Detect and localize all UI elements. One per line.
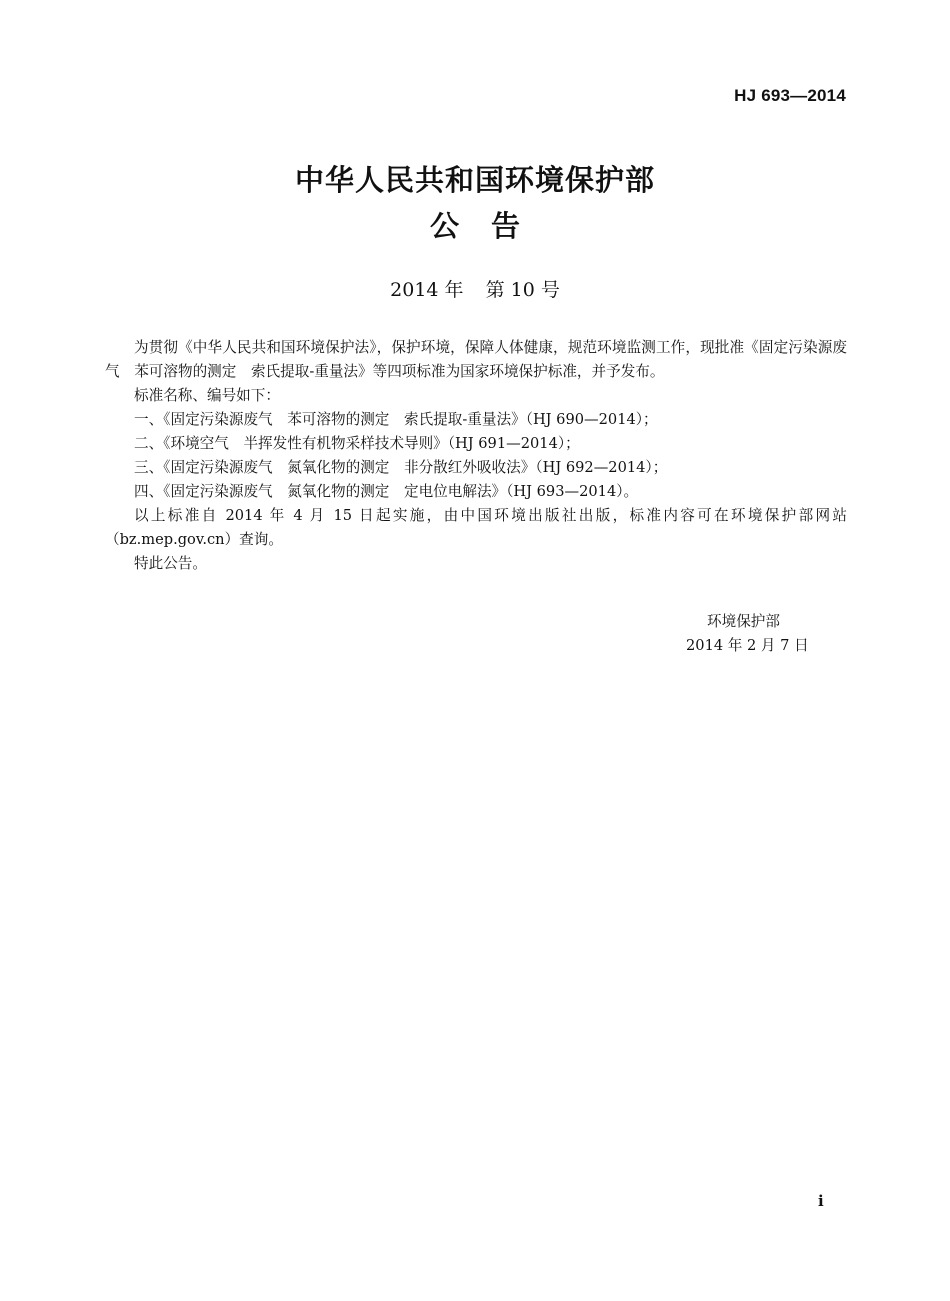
announcement-body: [105, 336, 847, 576]
effective-date-paragraph: 以上标准自 2014 年 4 月 15 日起实施，由中国环境出版社出版，标准内容可在环境保护部网站（bz.mep.gov.cn）查询。: [105, 507, 847, 548]
issue-number: [0, 275, 950, 302]
closing-line: 特此公告。: [134, 555, 207, 572]
standard-item-3: 三、《固定污染源废气 氮氧化物的测定 非分散红外吸收法》（HJ 692—2014）；: [134, 459, 668, 476]
standard-item-2: 二、《环境空气 半挥发性有机物采样技术导则》（HJ 691—2014）；: [134, 435, 580, 452]
page-number: i: [818, 1192, 824, 1210]
signature-date: 2014 年 2 月 7 日: [686, 637, 809, 654]
signature-organization: 环境保护部: [707, 613, 780, 630]
standard-item-4: 四、《固定污染源废气 氮氧化物的测定 定电位电解法》（HJ 693—2014）。: [134, 483, 639, 500]
issue-no: 第 10 号: [485, 279, 560, 301]
standard-code: HJ 693—2014: [734, 86, 846, 105]
page-title: 中华人民共和国环境保护部: [294, 163, 655, 197]
list-intro: 标准名称、编号如下：: [134, 387, 280, 404]
standard-item-1: 一、《固定污染源废气 苯可溶物的测定 索氏提取-重量法》（HJ 690—2014）；: [134, 411, 658, 428]
intro-paragraph: 为贯彻《中华人民共和国环境保护法》，保护环境，保障人体健康，规范环境监测工作，现批准《固定污染源废气 苯可溶物的测定 索氏提取-重量法》等四项标准为国家环境保护标准，并予发布。: [105, 339, 847, 380]
announcement-heading: 公告: [429, 209, 552, 243]
issue-year: 2014 年: [390, 279, 464, 301]
